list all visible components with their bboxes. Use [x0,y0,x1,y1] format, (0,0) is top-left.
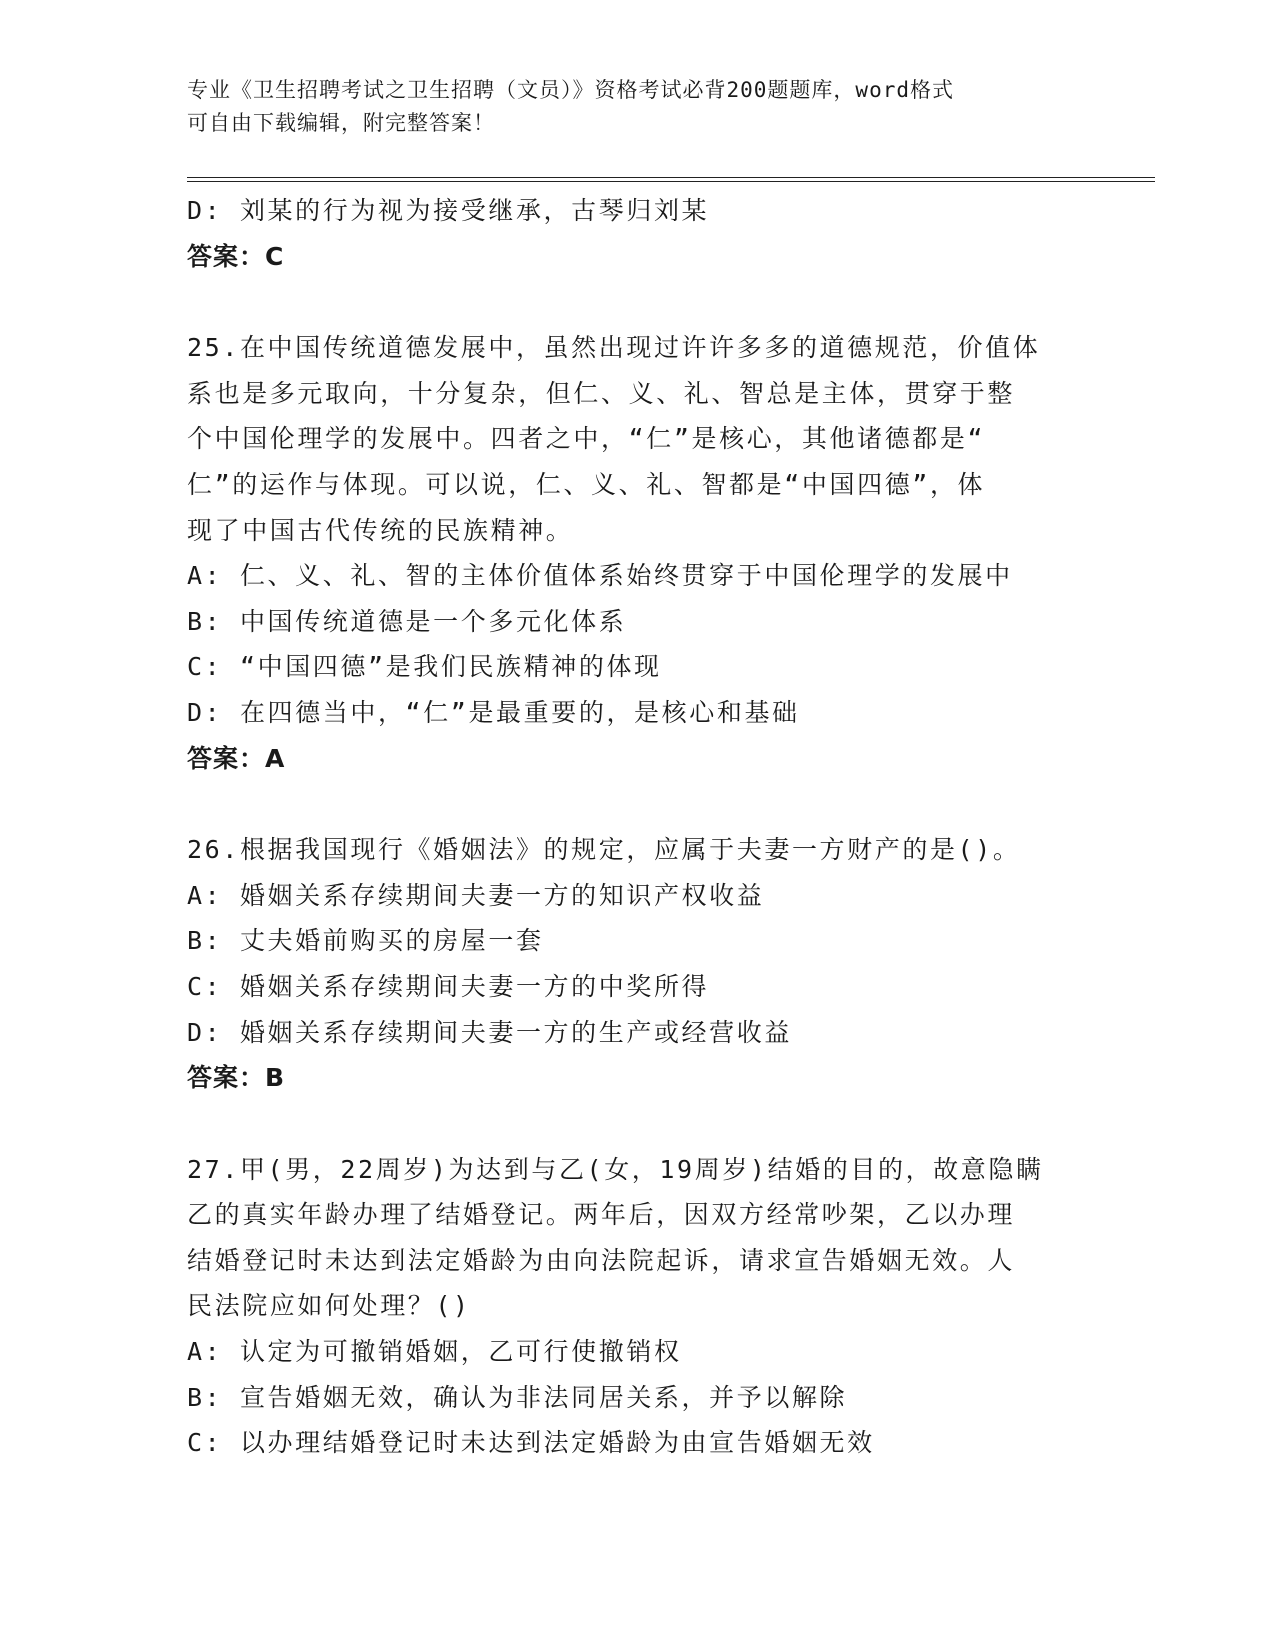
question-stem-line: 乙的真实年龄办理了结婚登记。两年后，因双方经常吵架，乙以办理 [187,1200,1016,1230]
spacer [187,279,1077,325]
question-25 [187,325,1077,781]
option-c: C: 以办理结婚登记时未达到法定婚龄为由宣告婚姻无效 [187,1428,875,1458]
question-stem-line: 26.根据我国现行《婚姻法》的规定，应属于夫妻一方财产的是()。 [187,835,1021,865]
option-a: A: 婚姻关系存续期间夫妻一方的知识产权收益 [187,880,765,910]
header-line-2: 可自由下载编辑，附完整答案！ [187,111,495,135]
question-stem-line: 25.在中国传统道德发展中，虽然出现过许许多多的道德规范，价值体 [187,333,1041,363]
option-c: C: “中国四德”是我们民族精神的体现 [187,652,662,682]
option-a: A: 仁、义、礼、智的主体价值体系始终贯穿于中国伦理学的发展中 [187,561,1013,591]
option-d: D: 婚姻关系存续期间夫妻一方的生产或经营收益 [187,1017,792,1047]
option-a: A: 认定为可撤销婚姻，乙可行使撤销权 [187,1337,682,1367]
question-stem-line: 系也是多元取向，十分复杂，但仁、义、礼、智总是主体，贯穿于整 [187,378,1016,408]
question-stem-line: 民法院应如何处理？() [187,1291,471,1321]
question-stem-line: 仁”的运作与体现。可以说，仁、义、礼、智都是“中国四德”，体 [187,469,986,499]
question-26 [187,827,1077,1101]
question-stem-line: 27.甲(男，22周岁)为达到与乙(女，19周岁)结婚的目的，故意隐瞒 [187,1154,1044,1184]
question-stem-line: 个中国伦理学的发展中。四者之中，“仁”是核心，其他诸德都是“ [187,424,986,454]
question-stem-line: 结婚登记时未达到法定婚龄为由向法院起诉，请求宣告婚姻无效。人 [187,1245,1016,1275]
page-header [187,74,1087,140]
question-stem-line: 现了中国古代传统的民族精神。 [187,515,574,545]
answer-line: 答案：C [187,241,285,271]
question-27 [187,1147,1077,1466]
answer-line: 答案：B [187,1063,286,1093]
document-body [187,188,1077,1466]
option-b: B: 中国传统道德是一个多元化体系 [187,606,627,636]
header-divider [187,177,1155,178]
option-c: C: 婚姻关系存续期间夫妻一方的中奖所得 [187,971,710,1001]
option-d: D: 刘某的行为视为接受继承，古琴归刘某 [187,196,710,225]
spacer [187,781,1077,827]
option-d: D: 在四德当中，“仁”是最重要的，是核心和基础 [187,697,800,727]
header-line-1: 专业《卫生招聘考试之卫生招聘（文员）》资格考试必背200题题库，word格式 [187,78,954,102]
option-b: B: 宣告婚姻无效，确认为非法同居关系，并予以解除 [187,1382,848,1412]
spacer [187,1101,1077,1147]
option-b: B: 丈夫婚前购买的房屋一套 [187,926,544,956]
answer-line: 答案：A [187,743,286,773]
